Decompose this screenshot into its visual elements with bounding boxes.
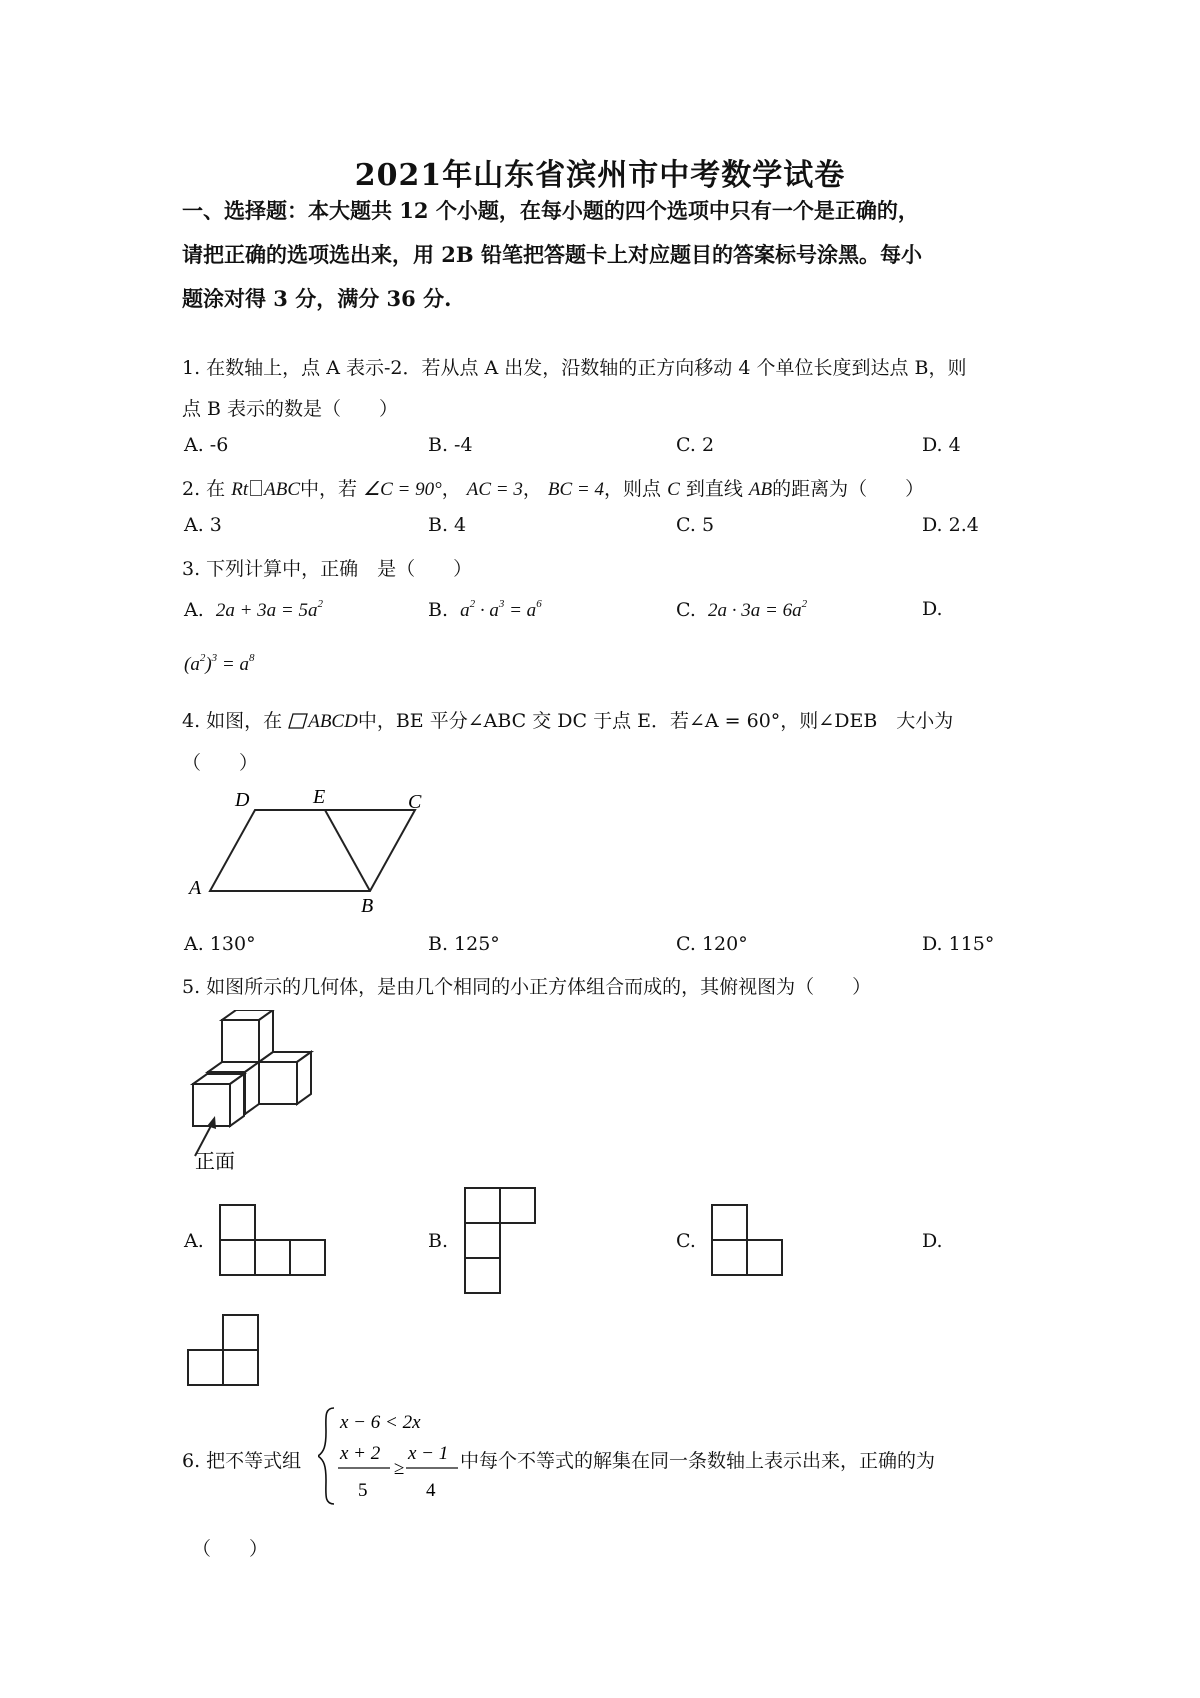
q3-option-b bbox=[428, 598, 542, 622]
q3-d-open: (a bbox=[184, 654, 200, 675]
cube-top-front bbox=[222, 1020, 259, 1062]
q5-option-c-figure bbox=[710, 1203, 786, 1279]
q5-option-d: D. bbox=[922, 1230, 943, 1252]
q6-den1: 5 bbox=[358, 1480, 368, 1501]
q3-d-eq: = a bbox=[217, 654, 249, 675]
q3-a-expr: 2a + 3a = 5a bbox=[215, 600, 318, 621]
q5-option-d-figure bbox=[186, 1313, 262, 1389]
q3-d-sup3: 8 bbox=[248, 652, 255, 664]
q1-option-d: D. 4 bbox=[922, 434, 961, 456]
parallelogram-icon bbox=[288, 713, 308, 729]
q2-cond2: AC = 3 bbox=[466, 479, 523, 500]
q4-option-a: A. 130° bbox=[184, 933, 256, 955]
parallelogram-abcd bbox=[210, 810, 415, 891]
q1-option-c: C. 2 bbox=[676, 434, 715, 456]
q6-geq: ≥ bbox=[394, 1458, 405, 1479]
q2-rt: Rt bbox=[231, 479, 249, 500]
q3-a-sup: 2 bbox=[317, 598, 324, 610]
q6-inequality-system bbox=[318, 1402, 458, 1510]
q3-option-d-expr bbox=[184, 652, 254, 676]
q4-option-b: B. 125° bbox=[428, 933, 500, 955]
front-label: 正面 bbox=[195, 1149, 235, 1170]
q2-stem: 2. 在 Rt ABC中，若 ∠C = 90°， AC = 3， BC = 4，则点 C 到直线 AB的距离为（ ） bbox=[182, 478, 925, 500]
section1-line1: 一、选择题：本大题共 12 个小题，在每小题的四个选项中只有一个是正确的， bbox=[182, 198, 919, 223]
q5-cube-figure bbox=[185, 1010, 335, 1170]
q1-option-b: B. -4 bbox=[428, 434, 473, 456]
q6-line2: （ ） bbox=[192, 1538, 269, 1560]
q2-prefix: 2. 在 bbox=[182, 478, 226, 500]
q3-label-a: A. bbox=[184, 599, 204, 621]
q2-option-a: A. 3 bbox=[184, 514, 222, 536]
q3-d-sup2: 3 bbox=[211, 652, 218, 664]
q6-ineq1: x − 6 < 2x bbox=[340, 1412, 421, 1433]
q2-suffix1: ，则点 bbox=[604, 478, 662, 500]
q2-point-c: C bbox=[667, 479, 680, 500]
q3-b-base1: a bbox=[460, 600, 470, 621]
q2-line-ab: AB bbox=[748, 479, 773, 500]
q2-suffix2: 到直线 bbox=[685, 478, 743, 500]
q5-option-b-figure bbox=[463, 1186, 539, 1296]
q5-option-a-figure bbox=[218, 1203, 328, 1279]
fig-label-c: C bbox=[408, 791, 422, 813]
q6-den2: 4 bbox=[426, 1480, 436, 1501]
q4-prefix: 4. 如图，在 bbox=[182, 710, 283, 732]
q3-b-sup1: 2 bbox=[469, 598, 476, 610]
fig-label-d: D bbox=[235, 790, 250, 811]
system-brace bbox=[318, 1408, 334, 1504]
q2-cond3: BC = 4 bbox=[547, 479, 605, 500]
q4-para: ABCD bbox=[308, 711, 358, 732]
q4-line2: （ ） bbox=[182, 752, 259, 774]
q4-option-d: D. 115° bbox=[922, 933, 995, 955]
q3-b-eq: = a bbox=[504, 600, 537, 621]
q2-mid1: 中，若 bbox=[300, 478, 358, 500]
q3-b-sup3: 6 bbox=[536, 598, 542, 610]
q3-option-a bbox=[184, 598, 323, 622]
cube-middle-side bbox=[245, 1062, 259, 1114]
q2-option-b: B. 4 bbox=[428, 514, 467, 536]
q2-option-d: D. 2.4 bbox=[922, 514, 979, 536]
cube-right-side bbox=[297, 1052, 311, 1104]
q3-stem: 3. 下列计算中，正确 是（ ） bbox=[182, 558, 473, 580]
q6-num1: x + 2 bbox=[340, 1443, 381, 1464]
page-title: 2021年山东省滨州市中考数学试卷 bbox=[354, 158, 846, 193]
section1-line3: 题涂对得 3 分，满分 36 分. bbox=[182, 286, 452, 311]
fig-label-e: E bbox=[313, 790, 326, 808]
q5-option-b: B. bbox=[428, 1230, 449, 1252]
segment-be bbox=[325, 810, 370, 891]
cube-front-side bbox=[230, 1074, 244, 1126]
cube-front-front bbox=[193, 1084, 230, 1126]
q1-option-a: A. -6 bbox=[184, 434, 229, 456]
q5-option-a: A. bbox=[184, 1230, 204, 1252]
q4-option-c: C. 120° bbox=[676, 933, 748, 955]
cube-right-front bbox=[259, 1062, 297, 1104]
triangle-symbol-box bbox=[250, 480, 262, 496]
q4-stem bbox=[182, 706, 953, 733]
q3-d-close: ) bbox=[205, 654, 212, 675]
q3-option-c bbox=[676, 598, 807, 622]
q3-d-sup1: 2 bbox=[199, 652, 206, 664]
q6-prefix: 6. 把不等式组 bbox=[182, 1450, 302, 1472]
q5-option-c: C. bbox=[676, 1230, 696, 1252]
q3-c-expr: 2a · 3a = 6a bbox=[708, 600, 802, 621]
q5-stem: 5. 如图所示的几何体，是由几个相同的小正方体组合而成的，其俯视图为（ ） bbox=[182, 976, 872, 998]
section1-line2: 请把正确的选项选出来，用 2B 铅笔把答题卡上对应题目的答案标号涂黑。每小 bbox=[182, 242, 922, 267]
q3-b-sup2: 3 bbox=[498, 598, 505, 610]
q4-mid: 中，BE 平分∠ABC 交 DC 于点 E．若∠A = 60°，则∠DEB 大小为 bbox=[357, 710, 954, 732]
q2-tri: ABC bbox=[264, 479, 300, 500]
q1-line2: 点 B 表示的数是（ ） bbox=[182, 398, 399, 420]
q2-cond1: ∠C = 90° bbox=[363, 479, 442, 500]
q3-b-dot: · a bbox=[475, 600, 499, 621]
q2-option-c: C. 5 bbox=[676, 514, 715, 536]
q4-parallelogram-figure bbox=[185, 790, 435, 920]
q2-suffix3: 的距离为（ ） bbox=[772, 478, 925, 500]
q3-c-sup: 2 bbox=[801, 598, 808, 610]
q1-line1: 1. 在数轴上，点 A 表示-2．若从点 A 出发，沿数轴的正方向移动 4 个单位长度到达点 B，则 bbox=[182, 357, 967, 379]
q3-label-b: B. bbox=[428, 599, 449, 621]
q3-label-c: C. bbox=[676, 599, 696, 621]
fig-label-a: A bbox=[189, 877, 202, 899]
q3-label-d: D. bbox=[922, 598, 943, 620]
q6-num2: x − 1 bbox=[408, 1443, 449, 1464]
q6-suffix: 中每个不等式的解集在同一条数轴上表示出来，正确的为 bbox=[460, 1450, 936, 1472]
fig-label-b: B bbox=[361, 895, 374, 917]
